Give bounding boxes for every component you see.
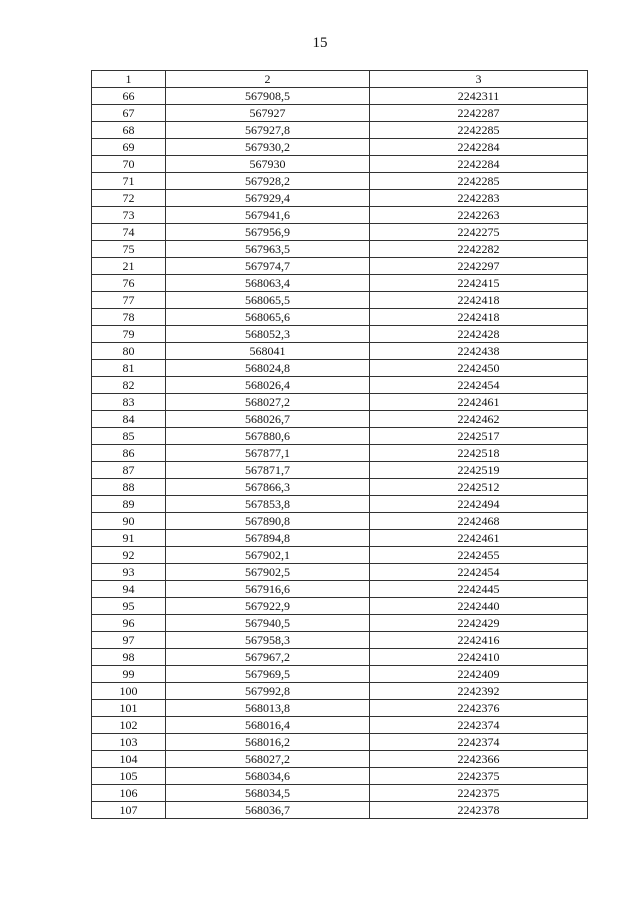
point-number-cell: 86 bbox=[92, 445, 166, 462]
point-number-cell: 77 bbox=[92, 292, 166, 309]
x-coordinate-cell: 568013,8 bbox=[166, 700, 370, 717]
point-number-cell: 105 bbox=[92, 768, 166, 785]
table-row bbox=[92, 428, 588, 445]
x-coordinate-cell: 567908,5 bbox=[166, 88, 370, 105]
x-coordinate-cell: 568041 bbox=[166, 343, 370, 360]
x-coordinate-cell: 568027,2 bbox=[166, 751, 370, 768]
table-row bbox=[92, 411, 588, 428]
point-number-cell: 78 bbox=[92, 309, 166, 326]
y-coordinate-cell: 2242410 bbox=[370, 649, 588, 666]
x-coordinate-cell: 567928,2 bbox=[166, 173, 370, 190]
point-number-cell: 76 bbox=[92, 275, 166, 292]
y-coordinate-cell: 2242284 bbox=[370, 139, 588, 156]
x-coordinate-cell: 568065,5 bbox=[166, 292, 370, 309]
table-row bbox=[92, 530, 588, 547]
point-number-cell: 21 bbox=[92, 258, 166, 275]
y-coordinate-cell: 2242418 bbox=[370, 292, 588, 309]
point-number-cell: 103 bbox=[92, 734, 166, 751]
y-coordinate-cell: 2242468 bbox=[370, 513, 588, 530]
y-coordinate-cell: 2242378 bbox=[370, 802, 588, 819]
table-row bbox=[92, 275, 588, 292]
table-row bbox=[92, 564, 588, 581]
x-coordinate-cell: 567866,3 bbox=[166, 479, 370, 496]
x-coordinate-cell: 567853,8 bbox=[166, 496, 370, 513]
y-coordinate-cell: 2242461 bbox=[370, 394, 588, 411]
table-row bbox=[92, 513, 588, 530]
table-row bbox=[92, 666, 588, 683]
table-row bbox=[92, 683, 588, 700]
point-number-cell: 92 bbox=[92, 547, 166, 564]
table-row bbox=[92, 734, 588, 751]
y-coordinate-cell: 2242375 bbox=[370, 785, 588, 802]
y-coordinate-cell: 2242392 bbox=[370, 683, 588, 700]
y-coordinate-cell: 2242263 bbox=[370, 207, 588, 224]
table-row bbox=[92, 479, 588, 496]
x-coordinate-cell: 567940,5 bbox=[166, 615, 370, 632]
y-coordinate-cell: 2242494 bbox=[370, 496, 588, 513]
point-number-cell: 90 bbox=[92, 513, 166, 530]
y-coordinate-cell: 2242418 bbox=[370, 309, 588, 326]
y-coordinate-cell: 2242287 bbox=[370, 105, 588, 122]
x-coordinate-cell: 567969,5 bbox=[166, 666, 370, 683]
point-number-cell: 71 bbox=[92, 173, 166, 190]
x-coordinate-cell: 567902,1 bbox=[166, 547, 370, 564]
y-coordinate-cell: 2242416 bbox=[370, 632, 588, 649]
point-number-cell: 75 bbox=[92, 241, 166, 258]
point-number-cell: 82 bbox=[92, 377, 166, 394]
x-coordinate-cell: 567958,3 bbox=[166, 632, 370, 649]
point-number-cell: 99 bbox=[92, 666, 166, 683]
y-coordinate-cell: 2242462 bbox=[370, 411, 588, 428]
table-body bbox=[92, 71, 588, 819]
y-coordinate-cell: 2242450 bbox=[370, 360, 588, 377]
y-coordinate-cell: 2242461 bbox=[370, 530, 588, 547]
point-number-cell: 72 bbox=[92, 190, 166, 207]
x-coordinate-cell: 567894,8 bbox=[166, 530, 370, 547]
table-row bbox=[92, 377, 588, 394]
point-number-cell: 87 bbox=[92, 462, 166, 479]
point-number-cell: 69 bbox=[92, 139, 166, 156]
point-number-cell: 96 bbox=[92, 615, 166, 632]
table-row bbox=[92, 717, 588, 734]
coordinates-table bbox=[91, 70, 588, 819]
y-coordinate-cell: 2242282 bbox=[370, 241, 588, 258]
table-row bbox=[92, 547, 588, 564]
y-coordinate-cell: 2242283 bbox=[370, 190, 588, 207]
x-coordinate-cell: 567916,6 bbox=[166, 581, 370, 598]
point-number-cell: 85 bbox=[92, 428, 166, 445]
table-row bbox=[92, 326, 588, 343]
x-coordinate-cell: 567930,2 bbox=[166, 139, 370, 156]
x-coordinate-cell: 567963,5 bbox=[166, 241, 370, 258]
x-coordinate-cell: 568016,4 bbox=[166, 717, 370, 734]
y-coordinate-cell: 2242438 bbox=[370, 343, 588, 360]
point-number-cell: 88 bbox=[92, 479, 166, 496]
y-coordinate-cell: 2242285 bbox=[370, 122, 588, 139]
table-row bbox=[92, 649, 588, 666]
x-coordinate-cell: 567922,9 bbox=[166, 598, 370, 615]
x-coordinate-cell: 568016,2 bbox=[166, 734, 370, 751]
y-coordinate-cell: 2242311 bbox=[370, 88, 588, 105]
point-number-cell: 83 bbox=[92, 394, 166, 411]
x-coordinate-cell: 567929,4 bbox=[166, 190, 370, 207]
point-number-cell: 104 bbox=[92, 751, 166, 768]
y-coordinate-cell: 2242454 bbox=[370, 377, 588, 394]
y-coordinate-cell: 2242285 bbox=[370, 173, 588, 190]
column-header-1: 1 bbox=[92, 71, 166, 88]
point-number-cell: 106 bbox=[92, 785, 166, 802]
table-row bbox=[92, 173, 588, 190]
table-row bbox=[92, 751, 588, 768]
x-coordinate-cell: 567890,8 bbox=[166, 513, 370, 530]
x-coordinate-cell: 567956,9 bbox=[166, 224, 370, 241]
point-number-cell: 84 bbox=[92, 411, 166, 428]
y-coordinate-cell: 2242445 bbox=[370, 581, 588, 598]
point-number-cell: 67 bbox=[92, 105, 166, 122]
table-row bbox=[92, 292, 588, 309]
point-number-cell: 97 bbox=[92, 632, 166, 649]
table-row bbox=[92, 190, 588, 207]
point-number-cell: 89 bbox=[92, 496, 166, 513]
y-coordinate-cell: 2242284 bbox=[370, 156, 588, 173]
table-row bbox=[92, 700, 588, 717]
y-coordinate-cell: 2242428 bbox=[370, 326, 588, 343]
table-row bbox=[92, 462, 588, 479]
x-coordinate-cell: 567974,7 bbox=[166, 258, 370, 275]
table-row bbox=[92, 394, 588, 411]
point-number-cell: 102 bbox=[92, 717, 166, 734]
table-row bbox=[92, 768, 588, 785]
point-number-cell: 80 bbox=[92, 343, 166, 360]
x-coordinate-cell: 567927,8 bbox=[166, 122, 370, 139]
table-row bbox=[92, 598, 588, 615]
x-coordinate-cell: 567880,6 bbox=[166, 428, 370, 445]
x-coordinate-cell: 567902,5 bbox=[166, 564, 370, 581]
column-header-2: 2 bbox=[166, 71, 370, 88]
x-coordinate-cell: 568024,8 bbox=[166, 360, 370, 377]
point-number-cell: 70 bbox=[92, 156, 166, 173]
y-coordinate-cell: 2242440 bbox=[370, 598, 588, 615]
table-row bbox=[92, 581, 588, 598]
x-coordinate-cell: 568034,6 bbox=[166, 768, 370, 785]
table-row bbox=[92, 802, 588, 819]
point-number-cell: 73 bbox=[92, 207, 166, 224]
table-row bbox=[92, 88, 588, 105]
table-row bbox=[92, 207, 588, 224]
x-coordinate-cell: 568065,6 bbox=[166, 309, 370, 326]
point-number-cell: 101 bbox=[92, 700, 166, 717]
table-row bbox=[92, 785, 588, 802]
y-coordinate-cell: 2242455 bbox=[370, 547, 588, 564]
x-coordinate-cell: 567877,1 bbox=[166, 445, 370, 462]
x-coordinate-cell: 567927 bbox=[166, 105, 370, 122]
y-coordinate-cell: 2242366 bbox=[370, 751, 588, 768]
table-header-row bbox=[92, 71, 588, 88]
x-coordinate-cell: 568036,7 bbox=[166, 802, 370, 819]
y-coordinate-cell: 2242519 bbox=[370, 462, 588, 479]
y-coordinate-cell: 2242518 bbox=[370, 445, 588, 462]
table-row bbox=[92, 632, 588, 649]
table-row bbox=[92, 258, 588, 275]
x-coordinate-cell: 568026,7 bbox=[166, 411, 370, 428]
point-number-cell: 68 bbox=[92, 122, 166, 139]
table-row bbox=[92, 496, 588, 513]
x-coordinate-cell: 567992,8 bbox=[166, 683, 370, 700]
y-coordinate-cell: 2242374 bbox=[370, 734, 588, 751]
x-coordinate-cell: 568052,3 bbox=[166, 326, 370, 343]
point-number-cell: 95 bbox=[92, 598, 166, 615]
point-number-cell: 98 bbox=[92, 649, 166, 666]
table-row bbox=[92, 309, 588, 326]
y-coordinate-cell: 2242297 bbox=[370, 258, 588, 275]
table-row bbox=[92, 615, 588, 632]
point-number-cell: 66 bbox=[92, 88, 166, 105]
x-coordinate-cell: 567941,6 bbox=[166, 207, 370, 224]
x-coordinate-cell: 567967,2 bbox=[166, 649, 370, 666]
y-coordinate-cell: 2242375 bbox=[370, 768, 588, 785]
x-coordinate-cell: 567871,7 bbox=[166, 462, 370, 479]
table-row bbox=[92, 343, 588, 360]
table-row bbox=[92, 360, 588, 377]
y-coordinate-cell: 2242454 bbox=[370, 564, 588, 581]
table-row bbox=[92, 224, 588, 241]
x-coordinate-cell: 568034,5 bbox=[166, 785, 370, 802]
y-coordinate-cell: 2242409 bbox=[370, 666, 588, 683]
table-row bbox=[92, 241, 588, 258]
y-coordinate-cell: 2242517 bbox=[370, 428, 588, 445]
y-coordinate-cell: 2242275 bbox=[370, 224, 588, 241]
point-number-cell: 91 bbox=[92, 530, 166, 547]
x-coordinate-cell: 568027,2 bbox=[166, 394, 370, 411]
y-coordinate-cell: 2242512 bbox=[370, 479, 588, 496]
y-coordinate-cell: 2242376 bbox=[370, 700, 588, 717]
table-row bbox=[92, 139, 588, 156]
point-number-cell: 100 bbox=[92, 683, 166, 700]
point-number-cell: 81 bbox=[92, 360, 166, 377]
x-coordinate-cell: 568063,4 bbox=[166, 275, 370, 292]
point-number-cell: 79 bbox=[92, 326, 166, 343]
point-number-cell: 74 bbox=[92, 224, 166, 241]
column-header-3: 3 bbox=[370, 71, 588, 88]
x-coordinate-cell: 568026,4 bbox=[166, 377, 370, 394]
table-row bbox=[92, 105, 588, 122]
page-number: 15 bbox=[312, 35, 328, 51]
point-number-cell: 107 bbox=[92, 802, 166, 819]
table-row bbox=[92, 445, 588, 462]
y-coordinate-cell: 2242415 bbox=[370, 275, 588, 292]
table-row bbox=[92, 122, 588, 139]
point-number-cell: 93 bbox=[92, 564, 166, 581]
point-number-cell: 94 bbox=[92, 581, 166, 598]
y-coordinate-cell: 2242374 bbox=[370, 717, 588, 734]
y-coordinate-cell: 2242429 bbox=[370, 615, 588, 632]
table-row bbox=[92, 156, 588, 173]
x-coordinate-cell: 567930 bbox=[166, 156, 370, 173]
